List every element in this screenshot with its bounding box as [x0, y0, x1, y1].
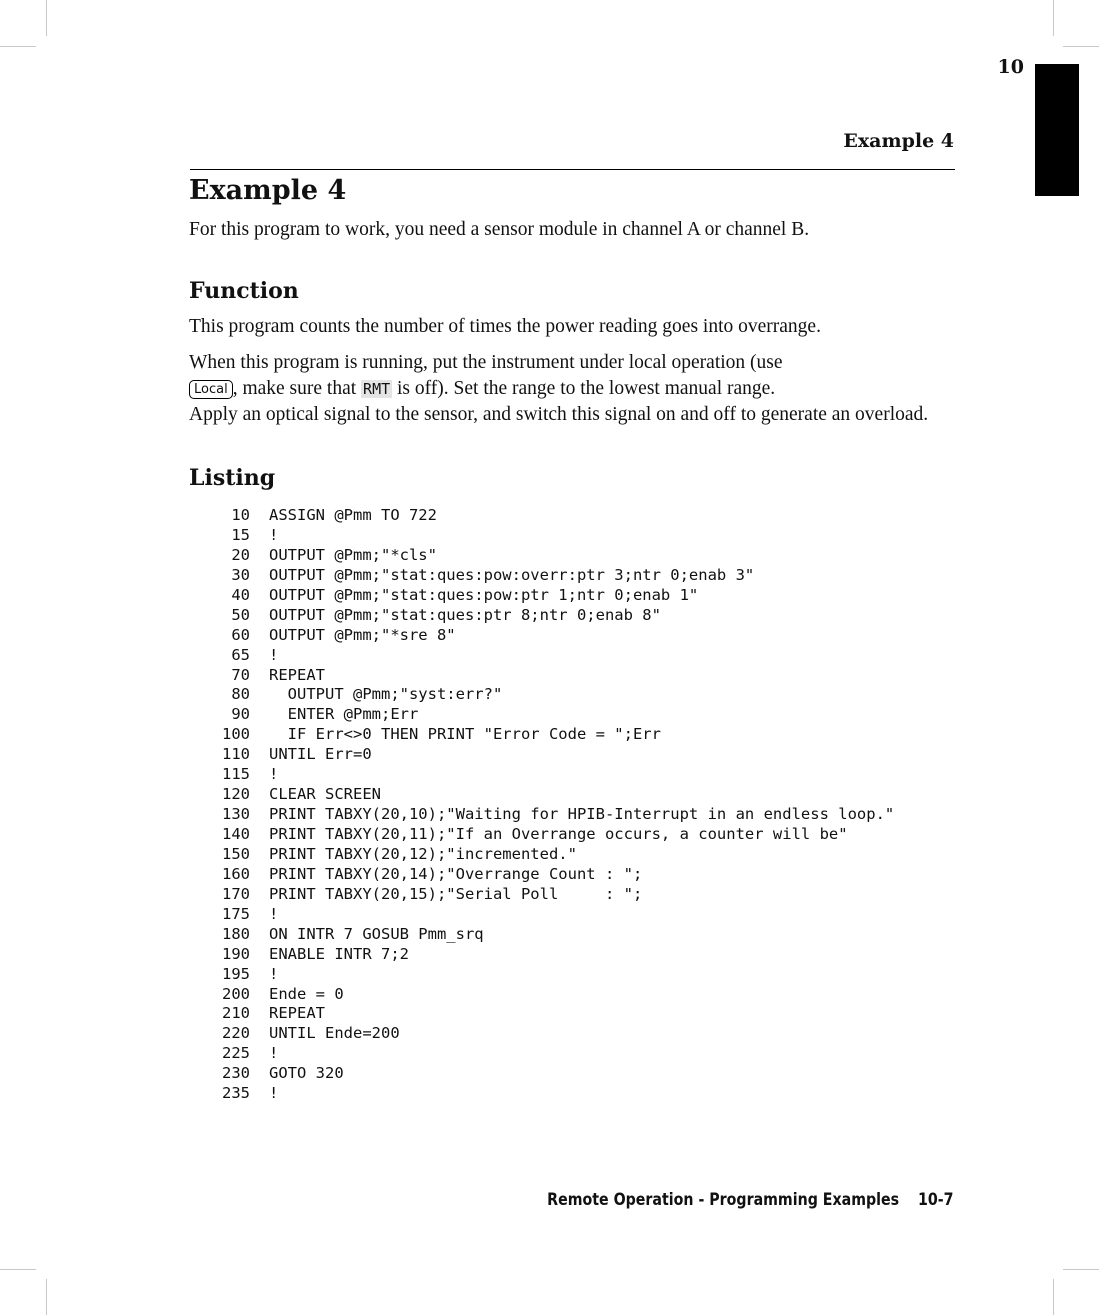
page-content [189, 174, 959, 1104]
line-number: 160 [222, 864, 250, 883]
code-line [189, 785, 959, 805]
line-number: 50 [231, 605, 250, 624]
code-text: PRINT TABXY(20,14);"Overrange Count : "; [269, 864, 643, 883]
line-number: 195 [222, 964, 250, 983]
function-p2-after-key: , make sure that [232, 378, 362, 399]
line-number: 210 [222, 1004, 250, 1023]
footer-title: Remote Operation - Programming Examples [547, 1190, 900, 1209]
code-text: PRINT TABXY(20,11);"If an Overrange occurs, a counter will be" [269, 825, 848, 843]
line-number: 140 [222, 825, 250, 843]
line-number: 30 [231, 565, 250, 584]
code-listing [189, 506, 959, 1104]
line-number: 10 [231, 506, 250, 524]
code-text: Ende = 0 [269, 984, 344, 1003]
code-text: PRINT TABXY(20,10);"Waiting for HPIB-Interrupt in an endless loop." [269, 805, 895, 824]
code-text: OUTPUT @Pmm;"stat:ques:ptr 8;ntr 0;enab 8" [269, 605, 661, 624]
code-line [189, 745, 959, 765]
listing-heading: Listing [189, 465, 276, 491]
code-text: OUTPUT @Pmm;"syst:err?" [269, 685, 503, 704]
crop-mark [0, 46, 36, 47]
code-line [189, 725, 959, 745]
line-number: 230 [222, 1064, 250, 1083]
line-number: 60 [231, 625, 250, 644]
code-text: OUTPUT @Pmm;"stat:ques:pow:overr:ptr 3;ntr 0;enab 3" [269, 565, 755, 584]
function-paragraph-2 [189, 350, 959, 428]
code-line [189, 606, 959, 626]
line-number: 200 [222, 984, 250, 1003]
code-text: IF Err<>0 THEN PRINT "Error Code = ";Err [269, 725, 661, 744]
code-line [189, 1044, 959, 1064]
line-number: 175 [222, 904, 250, 923]
code-text: ! [269, 1084, 279, 1103]
intro-paragraph: For this program to work, you need a sensor module in channel A or channel B. [189, 219, 810, 240]
function-paragraph-1: This program counts the number of times the power reading goes into overrange. [189, 315, 821, 337]
chapter-thumb-tab [1035, 64, 1079, 196]
code-text: OUTPUT @Pmm;"*sre 8" [269, 625, 456, 644]
code-text: ! [269, 964, 279, 983]
crop-mark [46, 0, 47, 36]
code-line [189, 965, 959, 985]
function-p2-line1: When this program is running, put the instrument under local operation (use [189, 352, 783, 373]
code-text: ! [269, 1044, 279, 1063]
code-text: OUTPUT @Pmm;"*cls" [269, 545, 437, 564]
code-line [189, 865, 959, 885]
code-text: GOTO 320 [269, 1064, 344, 1083]
crop-mark [1063, 1269, 1099, 1270]
line-number: 150 [222, 844, 250, 863]
code-line [189, 546, 959, 566]
line-number: 190 [222, 944, 250, 963]
code-line [189, 626, 959, 646]
page-number: 10-7 [918, 1190, 954, 1209]
rmt-softkey: RMT [363, 380, 391, 398]
code-text: REPEAT [269, 665, 325, 684]
code-text: ASSIGN @Pmm TO 722 [269, 506, 437, 524]
line-number: 15 [231, 525, 250, 544]
code-line [189, 685, 959, 705]
line-number: 100 [222, 725, 250, 744]
line-number: 225 [222, 1044, 250, 1063]
code-line [189, 845, 959, 865]
code-line [189, 566, 959, 586]
code-text: PRINT TABXY(20,12);"incremented." [269, 844, 577, 863]
code-line [189, 925, 959, 945]
code-text: ENTER @Pmm;Err [269, 705, 419, 724]
chapter-number: 10 [997, 56, 1024, 78]
crop-mark [1063, 46, 1099, 47]
code-line [189, 526, 959, 546]
code-text: UNTIL Ende=200 [269, 1024, 400, 1043]
code-text: CLEAR SCREEN [269, 785, 381, 804]
line-number: 180 [222, 924, 250, 943]
line-number: 80 [231, 685, 250, 704]
function-heading: Function [189, 277, 299, 304]
line-number: 235 [222, 1084, 250, 1103]
line-number: 115 [222, 765, 250, 784]
code-line [189, 586, 959, 606]
line-number: 40 [231, 585, 250, 604]
line-number: 110 [222, 745, 250, 764]
code-line [189, 945, 959, 965]
code-line [189, 1004, 959, 1024]
code-text: ! [269, 904, 279, 923]
line-number: 70 [231, 665, 250, 684]
code-text: PRINT TABXY(20,15);"Serial Poll : "; [269, 884, 643, 903]
line-number: 170 [222, 884, 250, 903]
code-line [189, 666, 959, 686]
function-p2-after-softkey: is off). Set the range to the lowest manual range. [392, 378, 776, 399]
crop-mark [46, 1279, 47, 1315]
code-line [189, 705, 959, 725]
line-number: 130 [222, 805, 250, 824]
crop-mark [0, 1269, 36, 1270]
local-key-icon: Local [189, 380, 233, 399]
line-number: 220 [222, 1024, 250, 1043]
code-line [189, 1024, 959, 1044]
page-footer [548, 1190, 954, 1209]
code-line [189, 805, 959, 825]
code-text: UNTIL Err=0 [269, 745, 372, 764]
code-line [189, 885, 959, 905]
line-number: 120 [222, 785, 250, 804]
function-p2-rest: Apply an optical signal to the sensor, and switch this signal on and off to generate an overload. [189, 404, 929, 425]
crop-mark [1053, 1279, 1054, 1315]
crop-mark [1053, 0, 1054, 36]
code-line [189, 825, 959, 845]
section-title: Example 4 [189, 175, 347, 206]
code-text: OUTPUT @Pmm;"stat:ques:pow:ptr 1;ntr 0;enab 1" [269, 585, 699, 604]
code-line [189, 905, 959, 925]
code-line [189, 1084, 959, 1104]
code-text: ! [269, 645, 279, 664]
line-number: 20 [231, 545, 250, 564]
header-rule [190, 169, 955, 170]
code-text: ENABLE INTR 7;2 [269, 944, 409, 963]
code-text: ON INTR 7 GOSUB Pmm_srq [269, 924, 484, 943]
code-line [189, 765, 959, 785]
line-number: 90 [231, 705, 250, 724]
code-text: ! [269, 525, 279, 544]
line-number: 65 [231, 645, 250, 664]
code-line [189, 985, 959, 1005]
running-header: Example 4 [843, 130, 954, 152]
code-line [189, 646, 959, 666]
code-text: REPEAT [269, 1004, 325, 1023]
code-line [189, 506, 959, 526]
code-line [189, 1064, 959, 1084]
code-text: ! [269, 765, 279, 784]
